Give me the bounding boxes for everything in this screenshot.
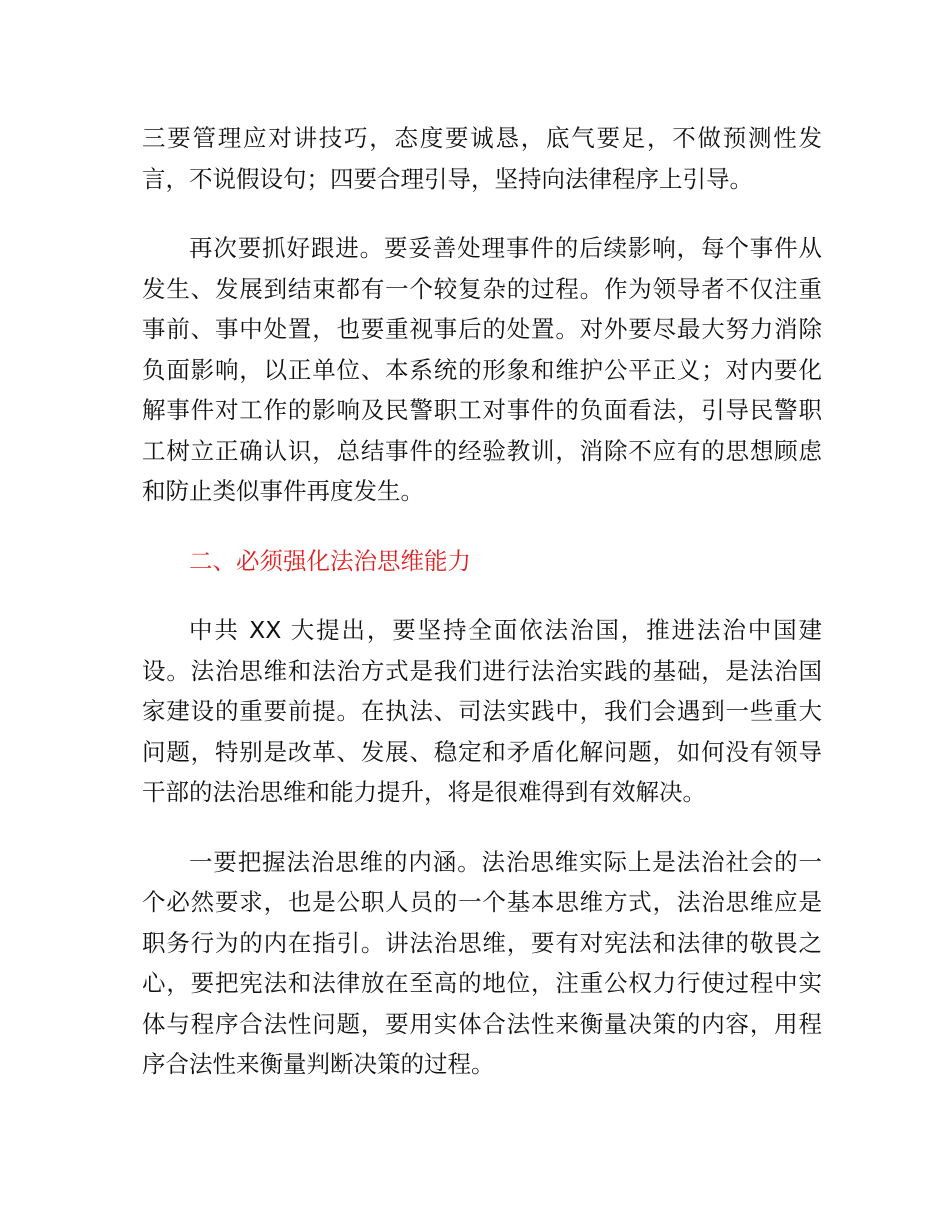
paragraph-rule-of-law-intro: 中共 XX 大提出，要坚持全面依法治国，推进法治中国建设。法治思维和法治方式是我们进行法治实践的基础，是法治国家建设的重要前提。在执法、司法实践中，我们会遇到一些重大问题，特别是改革、发展、稳定和矛盾化解问题，如何没有领导干部的法治思维和能力提升，将是很难得到有效解决。 bbox=[142, 616, 822, 806]
document-body bbox=[142, 118, 822, 1114]
paragraph-follow-up: 再次要抓好跟进。要妥善处理事件的后续影响，每个事件从发生、发展到结束都有一个较复杂的过程。作为领导者不仅注重事前、事中处置，也要重视事后的处置。对外要尽最大努力消除负面影响，以正单位、本系统的形象和维护公平正义；对内要化解事件对工作的影响及民警职工对事件的负面看法，引导民警职工树立正确认识，总结事件的经验教训，消除不应有的思想顾虑和防止类似事件再度发生。 bbox=[142, 234, 822, 505]
section-heading-rule-of-law: 二、必须强化法治思维能力 bbox=[189, 546, 471, 575]
paragraph-emergency-response-tips: 三要管理应对讲技巧，态度要诚恳，底气要足，不做预测性发言，不说假设句；四要合理引导，坚持向法律程序上引导。 bbox=[142, 124, 822, 193]
paragraph-rule-of-law-connotation: 一要把握法治思维的内涵。法治思维实际上是法治社会的一个必然要求，也是公职人员的一个基本思维方式，法治思维应是职务行为的内在指引。讲法治思维，要有对宪法和法律的敬畏之心，要把宪法和法律放在至高的地位，注重公权力行使过程中实体与程序合法性问题，要用实体合法性来衡量决策的内容，用程序合法性来衡量判断决策的过程。 bbox=[142, 847, 822, 1078]
